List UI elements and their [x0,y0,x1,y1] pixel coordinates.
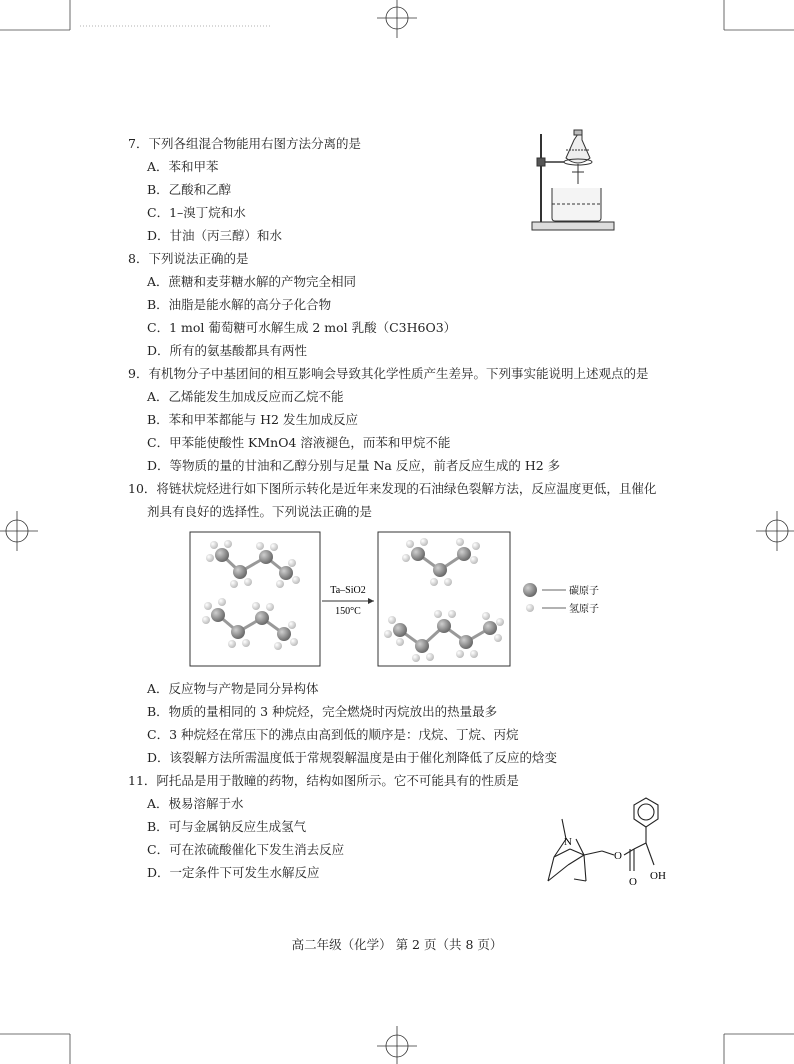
legend-carbon-label: 碳原子 [569,586,599,597]
q11-stem: 11．阿托品是用于散瞳的药物，结构如图所示。它不可能具有的性质是 [128,773,519,788]
q11-option-c: C．可在浓硫酸催化下发生消去反应 [147,842,345,857]
q11-option-d: D．一定条件下可发生水解反应 [147,865,320,880]
q9-option-a: A．乙烯能发生加成反应而乙烷不能 [147,389,344,404]
q8-option-d: D．所有的氨基酸都具有两性 [147,343,308,358]
temperature-label: 150°C [335,606,361,617]
page-footer: 高二年级（化学） 第 2 页（共 8 页） [291,937,503,952]
q7-stem: 7．下列各组混合物能用右图方法分离的是 [128,136,361,151]
reactant-box [190,532,320,666]
q10-option-b: B．物质的量相同的 3 种烷烃，完全燃烧时丙烷放出的热量最多 [147,704,498,719]
registration-mark-left [0,511,38,551]
q10-stem-line1: 10．将链状烷烃进行如下图所示转化是近年来发现的石油绿色裂解方法，反应温度更低，且催化 [128,481,657,496]
q7-option-c: C．1–溴丁烷和水 [147,205,246,220]
carbonyl-O: O [629,876,637,888]
q8-option-c: C．1 mol 葡萄糖可水解生成 2 mol 乳酸（C3H6O3） [147,320,457,335]
q11-option-a: A．极易溶解于水 [147,796,244,811]
q8-stem: 8．下列说法正确的是 [128,251,249,266]
separatory-funnel-apparatus [530,128,620,232]
legend-hydrogen-label: 氢原子 [569,604,599,615]
q8-option-a: A．蔗糖和麦芽糖水解的产物完全相同 [147,274,357,289]
catalyst-label: Ta–SiO2 [330,585,366,596]
atom-N: N [564,836,572,848]
product-box [378,532,510,666]
registration-mark-top [377,0,417,38]
legend-hydrogen-sphere [526,604,534,612]
atom-O: O [614,850,622,862]
registration-mark-bottom [377,1026,417,1064]
q10-option-d: D．该裂解方法所需温度低于常规裂解温度是由于催化剂降低了反应的焓变 [147,750,558,765]
atropine-structure [540,795,680,895]
group-OH: OH [650,870,666,882]
cracking-reaction-figure [188,530,618,670]
q7-option-b: B．乙酸和乙醇 [147,182,232,197]
q7-option-a: A．苯和甲苯 [147,159,219,174]
q8-option-b: B．油脂是能水解的高分子化合物 [147,297,332,312]
q9-stem: 9．有机物分子中基团间的相互影响会导致其化学性质产生差异。下列事实能说明上述观点的是 [128,366,649,381]
q10-option-a: A．反应物与产物是同分异构体 [147,681,319,696]
q11-option-b: B．可与金属钠反应生成氢气 [147,819,307,834]
q7-option-d: D．甘油（丙三醇）和水 [147,228,283,243]
q9-option-d: D．等物质的量的甘油和乙醇分别与足量 Na 反应，前者反应生成的 H2 多 [147,458,561,473]
legend-carbon-sphere [523,583,537,597]
q9-option-b: B．苯和甲苯都能与 H2 发生加成反应 [147,412,358,427]
registration-mark-right [756,511,794,551]
q10-option-c: C．3 种烷烃在常压下的沸点由高到低的顺序是：戊烷、丁烷、丙烷 [147,727,519,742]
q9-option-c: C．甲苯能使酸性 KMnO4 溶液褪色，而苯和甲烷不能 [147,435,451,450]
q10-stem-line2: 剂具有良好的选择性。下列说法正确的是 [147,504,373,519]
